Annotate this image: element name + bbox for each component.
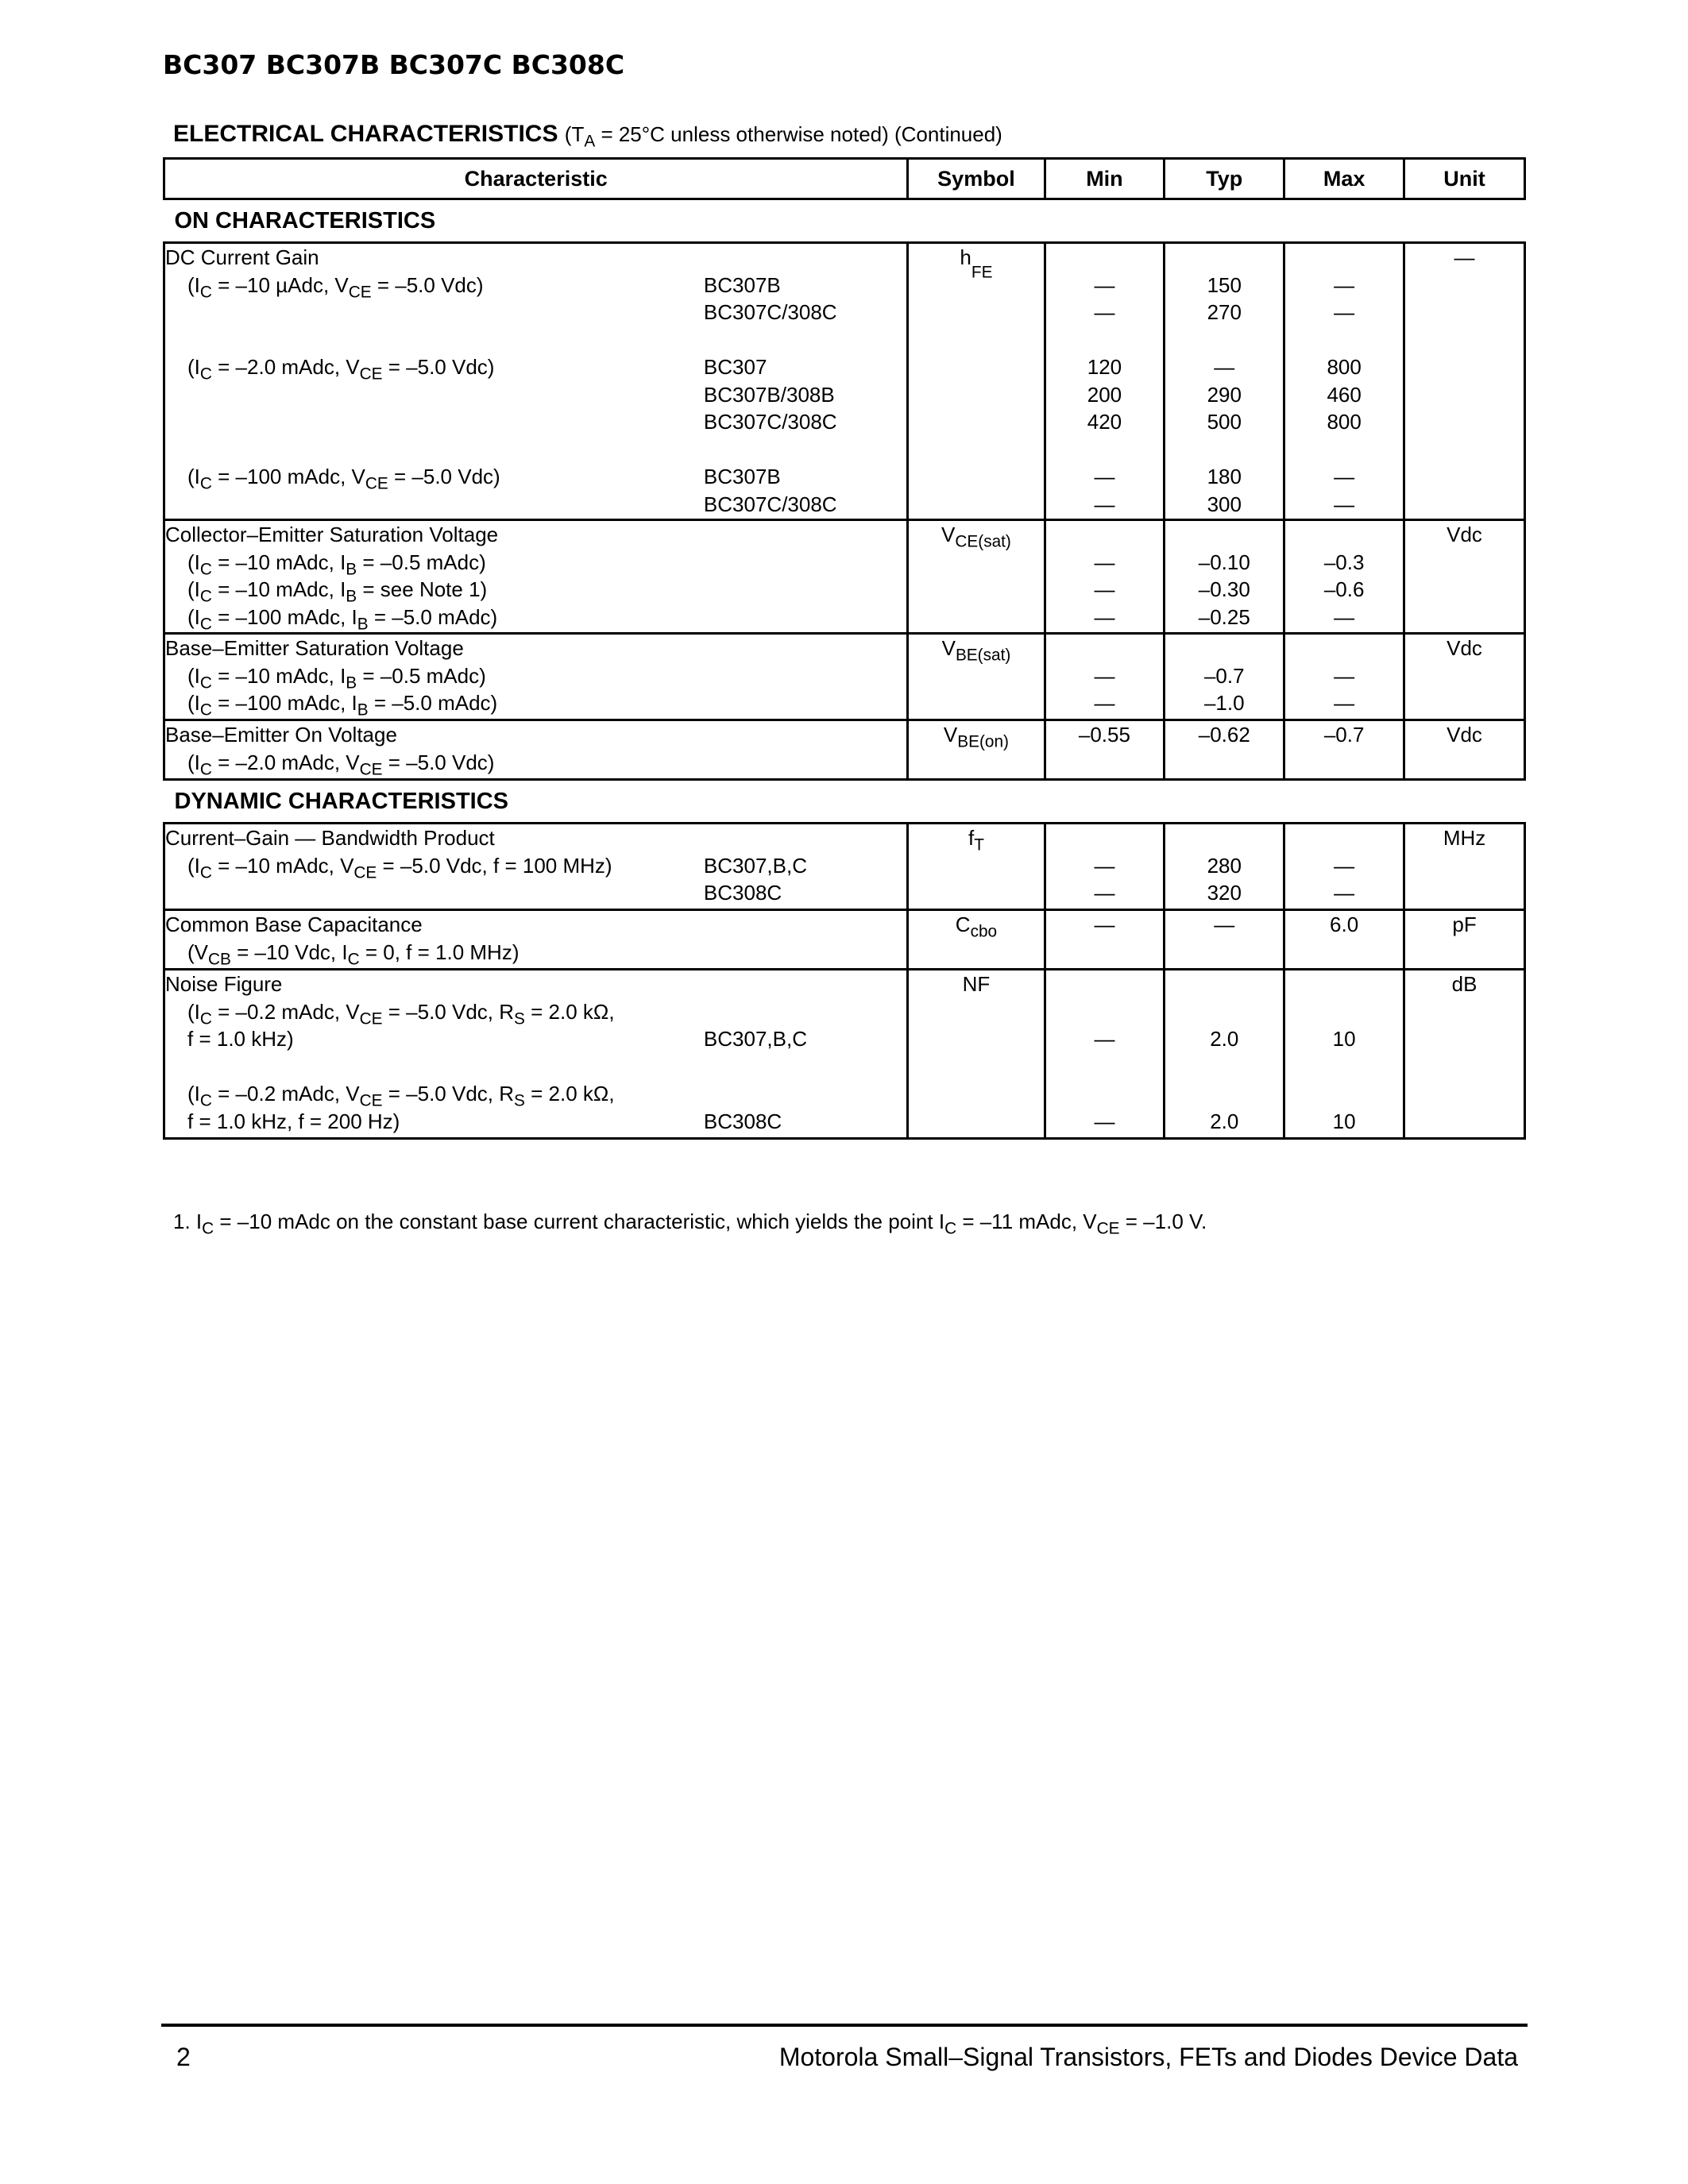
ft-devices: BC307,B,C BC308C bbox=[704, 824, 908, 910]
footer-text: Motorola Small–Signal Transistors, FETs and Diodes Device Data bbox=[778, 2043, 1518, 2071]
vcesat-characteristic: Collector–Emitter Saturation Voltage ($I_C = -10$ mAdc, $I_B = -0.5$ mAdc) ($I_C = -10$ mAdc, $I_B$ = see Note 1) ($I_C = -100$ mAdc, $I_B = -5.0$ mAdc) bbox=[164, 520, 908, 634]
nf-min: — — bbox=[1045, 970, 1165, 1139]
ccbo-symbol: $C_{cbo}$ bbox=[908, 910, 1045, 970]
vcesat-min: — — — bbox=[1045, 520, 1165, 634]
hfe-min: — — 120 200 420 — — bbox=[1045, 243, 1165, 520]
section-dynamic bbox=[164, 780, 1525, 824]
vcesat-max: –0.3 –0.6 — bbox=[1284, 520, 1404, 634]
vbesat-max: — — bbox=[1284, 634, 1404, 720]
section-title-bold: ELECTRICAL CHARACTERISTICS bbox=[173, 121, 558, 147]
vbeon-min: –0.55 bbox=[1045, 720, 1165, 780]
table-row-nf bbox=[164, 970, 1525, 1139]
vbesat-characteristic: Base–Emitter Saturation Voltage ($I_C = -10$ mAdc, $I_B = -0.5$ mAdc) ($I_C = -100$ mAdc, $I_B = -5.0$ mAdc) bbox=[164, 634, 908, 720]
hfe-typ: 150 270 — 290 500 180 300 bbox=[1165, 243, 1284, 520]
ft-characteristic: Current–Gain — Bandwidth Product ($I_C = -10$ mAdc, $V_{CE} = -5.0$ Vdc, f = 100 MHz) bbox=[164, 824, 704, 910]
nf-typ: 2.0 2.0 bbox=[1165, 970, 1284, 1139]
nf-characteristic: Noise Figure ($I_C = -0.2$ mAdc, $V_{CE} = -5.0$ Vdc, $R_S = 2.0$ kΩ, f = 1.0 kHz) ($I_C = -0.2$ mAdc, $V_{CE} = -5.0$ Vdc, $R_S = 2.0$ kΩ, f = 1.0 kHz, f = 200 Hz) bbox=[164, 970, 704, 1139]
vbeon-unit: Vdc bbox=[1404, 720, 1525, 780]
ft-max: — — bbox=[1284, 824, 1404, 910]
header-symbol: Symbol bbox=[908, 159, 1045, 199]
ccbo-characteristic: Common Base Capacitance ($V_{CB} = -10$ Vdc, $I_C = 0$, f = 1.0 MHz) bbox=[164, 910, 908, 970]
hfe-symbol: $^h_{FE}$ bbox=[908, 243, 1045, 520]
table-row-ccbo bbox=[164, 910, 1525, 970]
nf-symbol: NF bbox=[908, 970, 1045, 1139]
nf-unit: dB bbox=[1404, 970, 1525, 1139]
header-max: Max bbox=[1284, 159, 1404, 199]
vbeon-characteristic: Base–Emitter On Voltage ($I_C = -2.0$ mAdc, $V_{CE} = -5.0$ Vdc) bbox=[164, 720, 908, 780]
nf-max: 10 10 bbox=[1284, 970, 1404, 1139]
ft-min: — — bbox=[1045, 824, 1165, 910]
page-title: BC307 BC307B BC307C BC308C bbox=[163, 49, 625, 80]
section-dynamic-label: DYNAMIC CHARACTERISTICS bbox=[174, 788, 508, 814]
vbesat-typ: –0.7 –1.0 bbox=[1165, 634, 1284, 720]
ccbo-max: 6.0 bbox=[1284, 910, 1404, 970]
hfe-characteristic: DC Current Gain ($I_C = -10$ µAdc, $V_{CE} = -5.0$ Vdc) ($I_C = -2.0$ mAdc, $V_{CE} = -5.0$ Vdc) ($I_C = -100$ mAdc, $V_{CE} = -5.0$ Vdc) bbox=[164, 243, 704, 520]
electrical-characteristics-table bbox=[163, 157, 1526, 1140]
footer-divider bbox=[161, 2024, 1528, 2027]
header-typ: Typ bbox=[1165, 159, 1284, 199]
vcesat-typ: –0.10 –0.30 –0.25 bbox=[1165, 520, 1284, 634]
hfe-devices: BC307B BC307C/308C BC307 BC307B/308B BC307C/308C BC307B BC307C/308C bbox=[704, 243, 908, 520]
vbesat-unit: Vdc bbox=[1404, 634, 1525, 720]
ccbo-min: — bbox=[1045, 910, 1165, 970]
ft-symbol: $f_T$ bbox=[908, 824, 1045, 910]
section-title bbox=[173, 121, 1002, 151]
nf-devices: BC307,B,C BC308C bbox=[704, 970, 908, 1139]
section-on bbox=[164, 199, 1525, 243]
table-row-vcesat bbox=[164, 520, 1525, 634]
vcesat-symbol: $V_{CE(sat)}$ bbox=[908, 520, 1045, 634]
vcesat-unit: Vdc bbox=[1404, 520, 1525, 634]
footnote: 1. $I_C = -10$ mAdc on the constant base current characteristic, which yields the point $I_C = -11$ mAdc, $V_{CE} = -1.0$ V. bbox=[173, 1210, 1207, 1238]
ft-typ: 280 320 bbox=[1165, 824, 1284, 910]
page-number: 2 bbox=[176, 2043, 191, 2071]
table-row-ft bbox=[164, 824, 1525, 910]
table-header-row bbox=[164, 159, 1525, 199]
table-row-vbesat bbox=[164, 634, 1525, 720]
hfe-unit: — bbox=[1404, 243, 1525, 520]
header-unit: Unit bbox=[1404, 159, 1525, 199]
vbeon-max: –0.7 bbox=[1284, 720, 1404, 780]
vbeon-typ: –0.62 bbox=[1165, 720, 1284, 780]
header-characteristic: Characteristic bbox=[164, 159, 908, 199]
hfe-max: — — 800 460 800 — — bbox=[1284, 243, 1404, 520]
section-title-conditions: ($T_A = 25^\circ C$ unless otherwise noted) (Continued) bbox=[564, 122, 1002, 151]
header-min: Min bbox=[1045, 159, 1165, 199]
section-on-label: ON CHARACTERISTICS bbox=[174, 207, 436, 233]
vbesat-symbol: $V_{BE(sat)}$ bbox=[908, 634, 1045, 720]
ccbo-typ: — bbox=[1165, 910, 1284, 970]
ft-unit: MHz bbox=[1404, 824, 1525, 910]
ccbo-unit: pF bbox=[1404, 910, 1525, 970]
vbesat-min: — — bbox=[1045, 634, 1165, 720]
table-row-vbeon bbox=[164, 720, 1525, 780]
vbeon-symbol: $V_{BE(on)}$ bbox=[908, 720, 1045, 780]
table-row-hfe bbox=[164, 243, 1525, 520]
